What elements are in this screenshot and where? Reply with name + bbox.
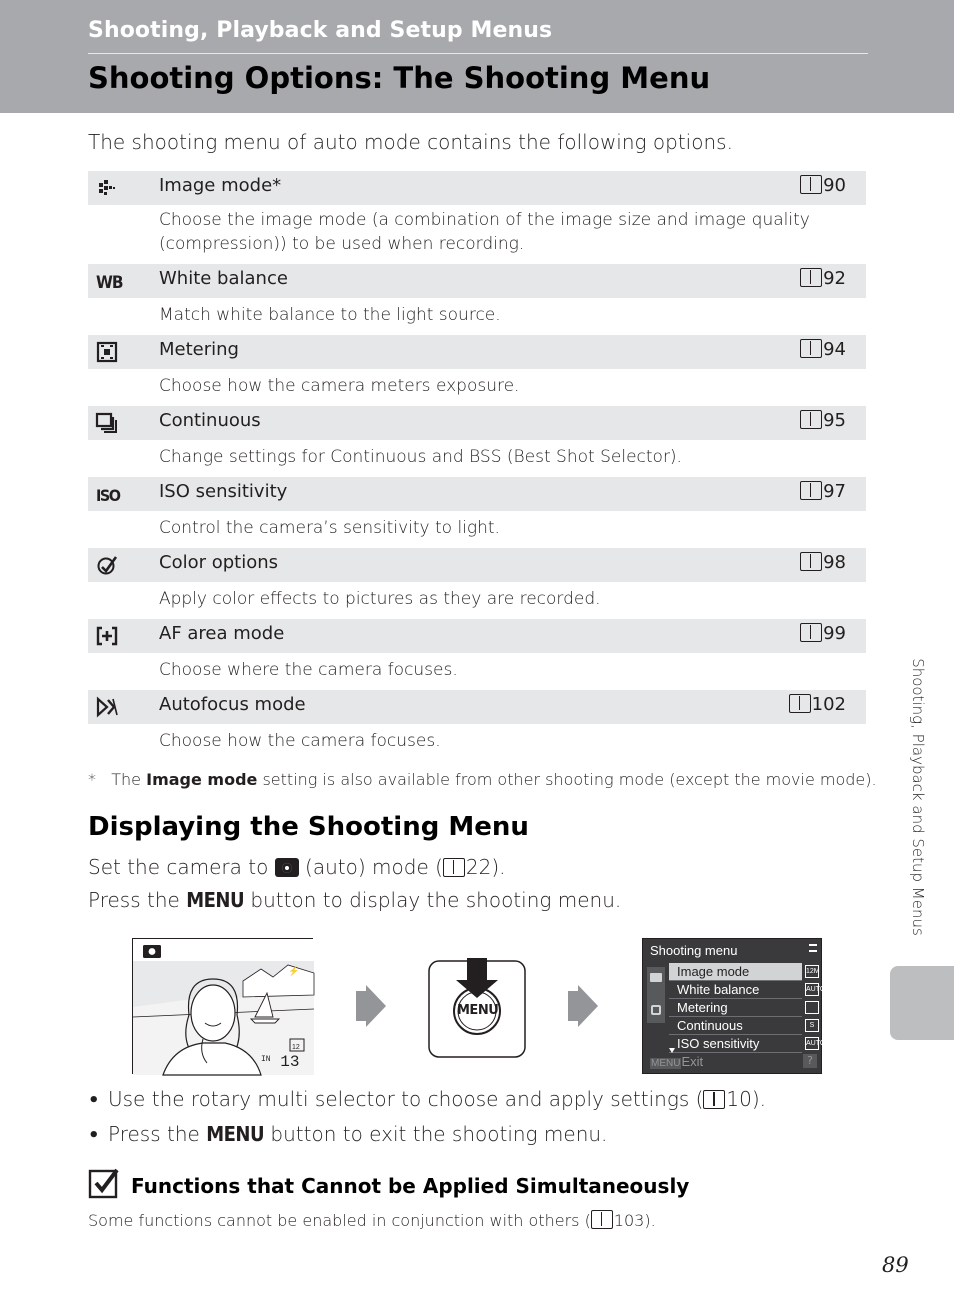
option-page-ref: 97 bbox=[800, 481, 846, 502]
menu-screen-item: White balance bbox=[669, 981, 802, 999]
option-description: Choose how the camera meters exposure. bbox=[159, 376, 520, 396]
option-description: Choose where the camera focuses. bbox=[159, 660, 458, 680]
menu-screen-item: Metering bbox=[669, 999, 802, 1017]
option-page-ref: 102 bbox=[789, 694, 846, 715]
option-description: Control the camera’s sensitivity to light. bbox=[159, 518, 500, 538]
menu-screen-value: 12M bbox=[805, 965, 819, 978]
af-area-icon bbox=[96, 626, 118, 646]
book-ref-icon bbox=[800, 481, 822, 500]
camera-icon bbox=[275, 858, 299, 877]
book-ref-icon bbox=[800, 175, 822, 194]
image-mode-icon bbox=[96, 178, 118, 198]
header-divider bbox=[88, 53, 868, 54]
svg-text:ISO: ISO bbox=[96, 486, 120, 505]
step-press-menu: Press the MENU button to display the shooting menu. bbox=[88, 888, 622, 912]
book-ref-icon bbox=[443, 858, 465, 877]
scroll-down-icon bbox=[669, 1048, 675, 1053]
option-row bbox=[88, 548, 866, 582]
menu-screen-item: ISO sensitivity bbox=[669, 1035, 802, 1053]
display-section-title: Displaying the Shooting Menu bbox=[88, 812, 529, 842]
help-icon: ? bbox=[803, 1054, 817, 1068]
option-row bbox=[88, 690, 866, 724]
option-description: Match white balance to the light source. bbox=[159, 305, 501, 325]
menu-screen-value bbox=[805, 1001, 819, 1014]
intro-text: The shooting menu of auto mode contains the following options. bbox=[88, 130, 733, 154]
menu-button-illustration bbox=[428, 960, 526, 1058]
side-section-label: Shooting, Playback and Setup Menus bbox=[909, 658, 927, 936]
option-page-ref: 95 bbox=[800, 410, 846, 431]
menu-button-label: MENU bbox=[457, 1003, 499, 1018]
step-set-mode: Set the camera to (auto) mode ( 22). bbox=[88, 855, 506, 879]
section-title: Shooting, Playback and Setup Menus bbox=[88, 18, 553, 43]
book-ref-icon bbox=[789, 694, 811, 713]
shooting-menu-screen-illustration bbox=[642, 938, 826, 1074]
white-balance-icon bbox=[96, 271, 123, 293]
svg-text:12: 12 bbox=[292, 1044, 300, 1051]
menu-screen-value: S bbox=[805, 1019, 819, 1032]
menu-screen-item: Image mode bbox=[669, 963, 802, 981]
arrow-right-icon bbox=[568, 985, 598, 1027]
svg-text:WB: WB bbox=[96, 273, 123, 293]
option-page-ref: 90 bbox=[800, 175, 846, 196]
menu-screen-value: AUTO bbox=[805, 1037, 819, 1050]
note-title: Functions that Cannot be Applied Simultaneously bbox=[131, 1174, 690, 1198]
book-ref-icon bbox=[800, 623, 822, 642]
book-ref-icon bbox=[800, 552, 822, 571]
svg-text:⚡: ⚡ bbox=[288, 966, 300, 976]
page-number: 89 bbox=[882, 1253, 909, 1277]
menu-screen-title: Shooting menu bbox=[650, 943, 738, 958]
camera-tab-icon bbox=[650, 973, 662, 982]
metering-icon bbox=[96, 342, 118, 362]
option-name: White balance bbox=[159, 268, 288, 289]
option-page-ref: 94 bbox=[800, 339, 846, 360]
option-name: Color options bbox=[159, 552, 279, 573]
option-row bbox=[88, 619, 866, 653]
option-page-ref: 98 bbox=[800, 552, 846, 573]
bullet-rotary: • Use the rotary multi selector to choose and apply settings ( 10). bbox=[88, 1087, 767, 1111]
footnote: * The Image mode setting is also available from other shooting mode (except the movie mode). bbox=[88, 770, 877, 789]
book-ref-icon bbox=[800, 410, 822, 429]
page-header bbox=[0, 0, 954, 113]
menu-button-glyph: MENU bbox=[186, 888, 245, 912]
book-ref-icon bbox=[591, 1210, 613, 1229]
book-ref-icon bbox=[800, 268, 822, 287]
color-options-icon bbox=[96, 555, 118, 575]
option-description: Change settings for Continuous and BSS (Best Shot Selector). bbox=[159, 447, 682, 467]
menu-screen-value: AUTO bbox=[805, 983, 819, 996]
option-description: Choose how the camera focuses. bbox=[159, 731, 441, 751]
setup-tab-icon bbox=[651, 1005, 661, 1015]
options-table bbox=[88, 171, 866, 761]
option-row bbox=[88, 477, 866, 511]
page-title: Shooting Options: The Shooting Menu bbox=[88, 61, 711, 95]
option-name: ISO sensitivity bbox=[159, 481, 288, 502]
option-name: Image mode* bbox=[159, 175, 282, 196]
option-description: Choose the image mode (a combination of the image size and image quality (compression)) to be used when recording. bbox=[159, 210, 810, 254]
menu-screen-exit: MENUExit bbox=[651, 1054, 704, 1069]
option-description: Apply color effects to pictures as they are recorded. bbox=[159, 589, 601, 609]
frames-remaining: $^{IN}$ 13 bbox=[261, 1053, 300, 1071]
option-name: AF area mode bbox=[159, 623, 285, 644]
option-row bbox=[88, 406, 866, 440]
book-ref-icon bbox=[800, 339, 822, 358]
option-page-ref: 99 bbox=[800, 623, 846, 644]
option-name: Metering bbox=[159, 339, 239, 360]
continuous-icon bbox=[96, 413, 118, 433]
option-name: Continuous bbox=[159, 410, 261, 431]
option-row bbox=[88, 171, 866, 205]
arrow-right-icon bbox=[356, 985, 386, 1027]
option-row bbox=[88, 264, 866, 298]
camera-lcd-illustration bbox=[132, 938, 313, 1074]
option-name: Autofocus mode bbox=[159, 694, 306, 715]
scroll-indicator-icon bbox=[809, 944, 817, 952]
menu-tabs bbox=[647, 967, 665, 1023]
note-text: Some functions cannot be enabled in conjunction with others ( 103). bbox=[88, 1211, 656, 1230]
autofocus-mode-icon bbox=[96, 697, 118, 717]
menu-screen-item: Continuous bbox=[669, 1017, 802, 1035]
option-row bbox=[88, 335, 866, 369]
menu-button-glyph: MENU bbox=[206, 1122, 265, 1146]
book-ref-icon bbox=[703, 1090, 725, 1109]
option-page-ref: 92 bbox=[800, 268, 846, 289]
iso-icon bbox=[96, 484, 118, 504]
checkmark-note-icon bbox=[89, 1168, 119, 1198]
side-section-tab bbox=[890, 966, 954, 1040]
bullet-exit: • Press the MENU button to exit the shooting menu. bbox=[88, 1122, 608, 1146]
